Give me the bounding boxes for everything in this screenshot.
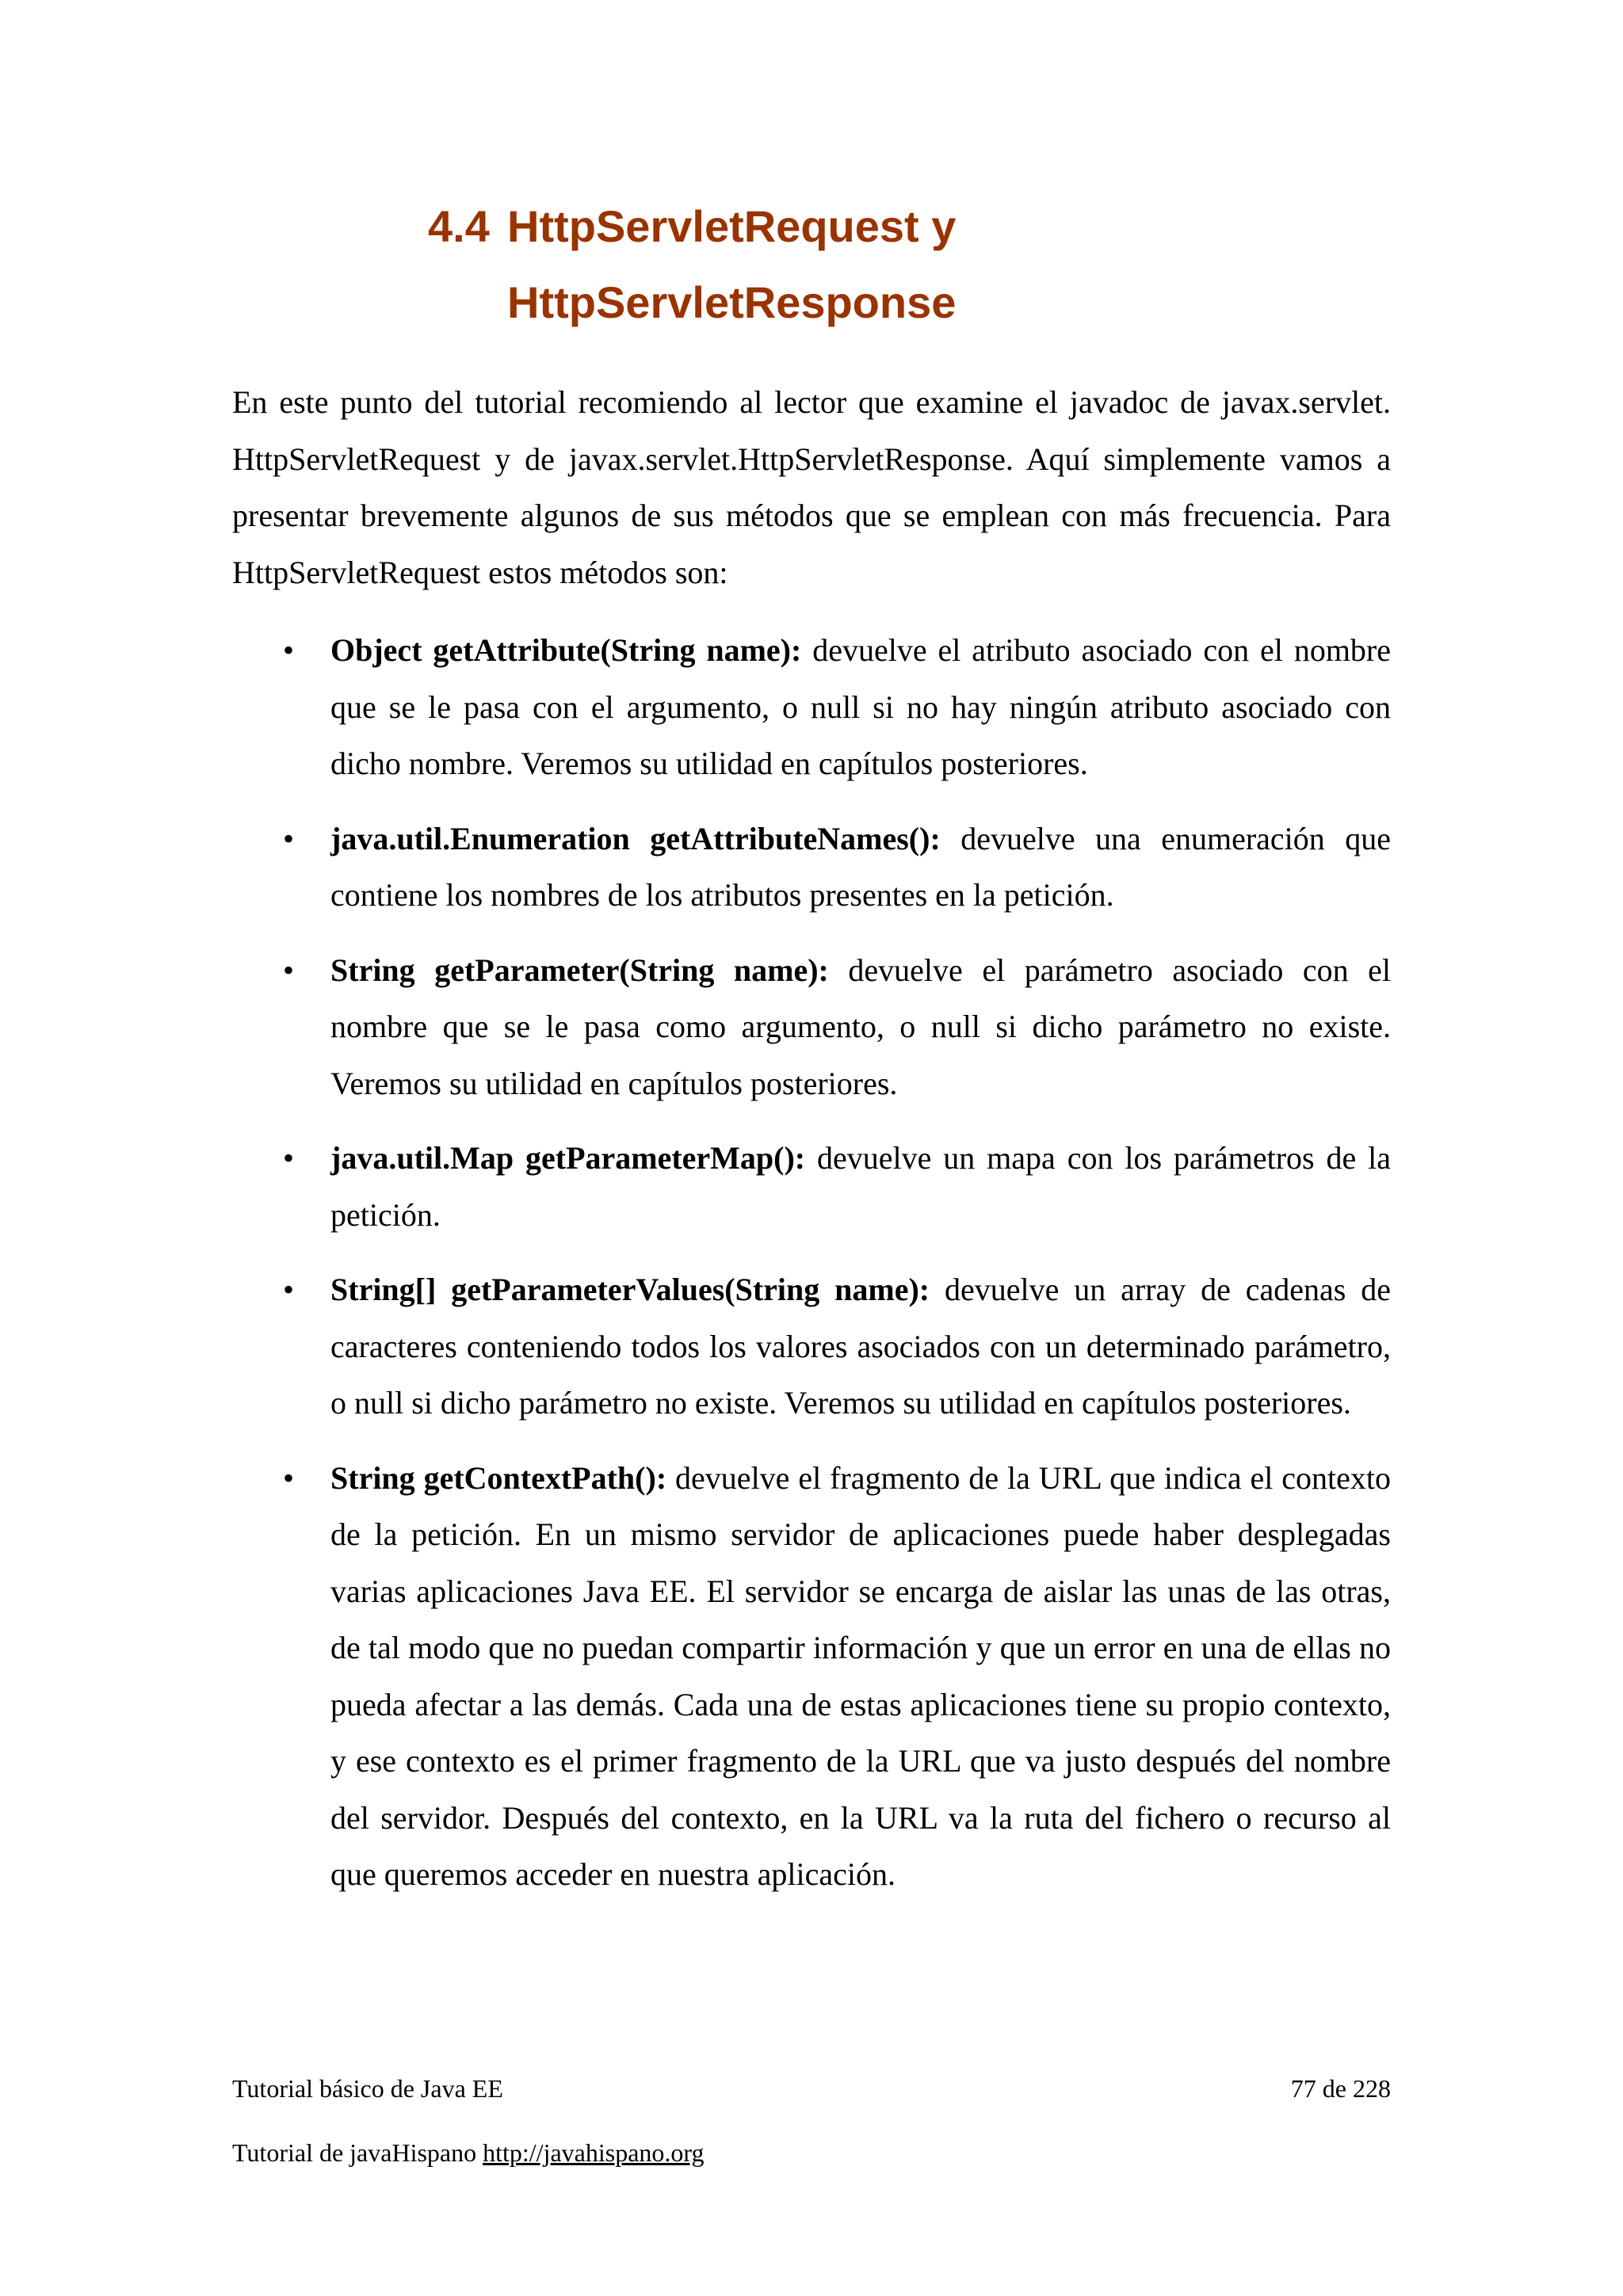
method-signature: java.util.Enumeration getAttributeNames(): xyxy=(330,820,941,856)
method-description: devuelve un mapa con los parámetros de la petición. xyxy=(330,1140,1391,1233)
page-footer xyxy=(232,2073,1391,2104)
bullet-icon: • xyxy=(283,820,295,856)
section-title-part2: HttpServletResponse xyxy=(507,277,957,327)
section-title-part1: HttpServletRequest y xyxy=(507,201,957,251)
method-signature: String getParameter(String name): xyxy=(330,952,829,988)
section-number: 4.4 xyxy=(428,201,490,251)
bullet-icon: • xyxy=(283,1140,295,1176)
bullet-icon: • xyxy=(283,1459,295,1496)
section-heading xyxy=(428,189,1379,341)
list-item xyxy=(232,810,1391,924)
list-item xyxy=(232,1261,1391,1432)
method-description: devuelve una enumeración que contiene los nombres de los atributos presentes en la petición. xyxy=(330,820,1391,913)
publisher-link[interactable]: http://javahispano.org xyxy=(483,2138,705,2167)
bullet-icon: • xyxy=(283,632,295,668)
method-signature: String getContextPath(): xyxy=(330,1459,667,1496)
method-description: devuelve un array de cadenas de caracteres conteniendo todos los valores asociados con un determinado parámetro, o null si dicho parámetro no existe. Veremos su utilidad en capítulos posteriores. xyxy=(330,1272,1391,1421)
method-signature: Object getAttribute(String name): xyxy=(330,632,802,668)
footer-book-title: Tutorial básico de Java EE xyxy=(232,2074,503,2103)
intro-paragraph: En este punto del tutorial recomiendo al lector que examine el javadoc de javax.servlet. HttpServletRequest y de javax.servlet.HttpServletResponse. Aquí simplemente vamos a presentar brevemente algunos de sus métodos que se emplean con más frecuencia. Para HttpServletRequest estos métodos son: xyxy=(232,384,1391,590)
list-item xyxy=(232,622,1391,792)
method-signature: String[] getParameterValues(String name): xyxy=(330,1272,930,1307)
method-signature: java.util.Map getParameterMap(): xyxy=(330,1140,806,1176)
method-description: devuelve el fragmento de la URL que indica el contexto de la petición. En un mismo servidor de aplicaciones puede haber desplegadas varias aplicaciones Java EE. El servidor se encarga de aislar las unas de las otras, de tal modo que no puedan compartir información y que un error en una de ellas no pueda afectar a las demás. Cada una de estas aplicaciones tiene su propio contexto, y ese contexto es el primer fragmento de la URL que va justo después del nombre del servidor. Después del contexto, en la URL va la ruta del fichero o recurso al que queremos acceder en nuestra aplicación. xyxy=(330,1459,1392,1892)
list-item xyxy=(232,1450,1391,1903)
bullet-icon: • xyxy=(283,1272,295,1307)
method-description: devuelve el parámetro asociado con el nombre que se le pasa como argumento, o null si dicho parámetro no existe. Veremos su utilidad en capítulos posteriores. xyxy=(330,952,1391,1101)
list-item xyxy=(232,1130,1391,1243)
method-description: devuelve el atributo asociado con el nombre que se le pasa con el argumento, o null si no hay ningún atributo asociado con dicho nombre. Veremos su utilidad en capítulos posteriores. xyxy=(330,632,1392,781)
footer-publisher-label: Tutorial de javaHispano xyxy=(232,2138,483,2167)
publisher-footer xyxy=(232,2137,1391,2168)
method-list xyxy=(232,622,1391,1921)
section-heading-line1 xyxy=(428,189,1379,265)
list-item xyxy=(232,942,1391,1112)
bullet-icon: • xyxy=(283,952,295,988)
page-number: 77 de 228 xyxy=(1290,2074,1391,2103)
